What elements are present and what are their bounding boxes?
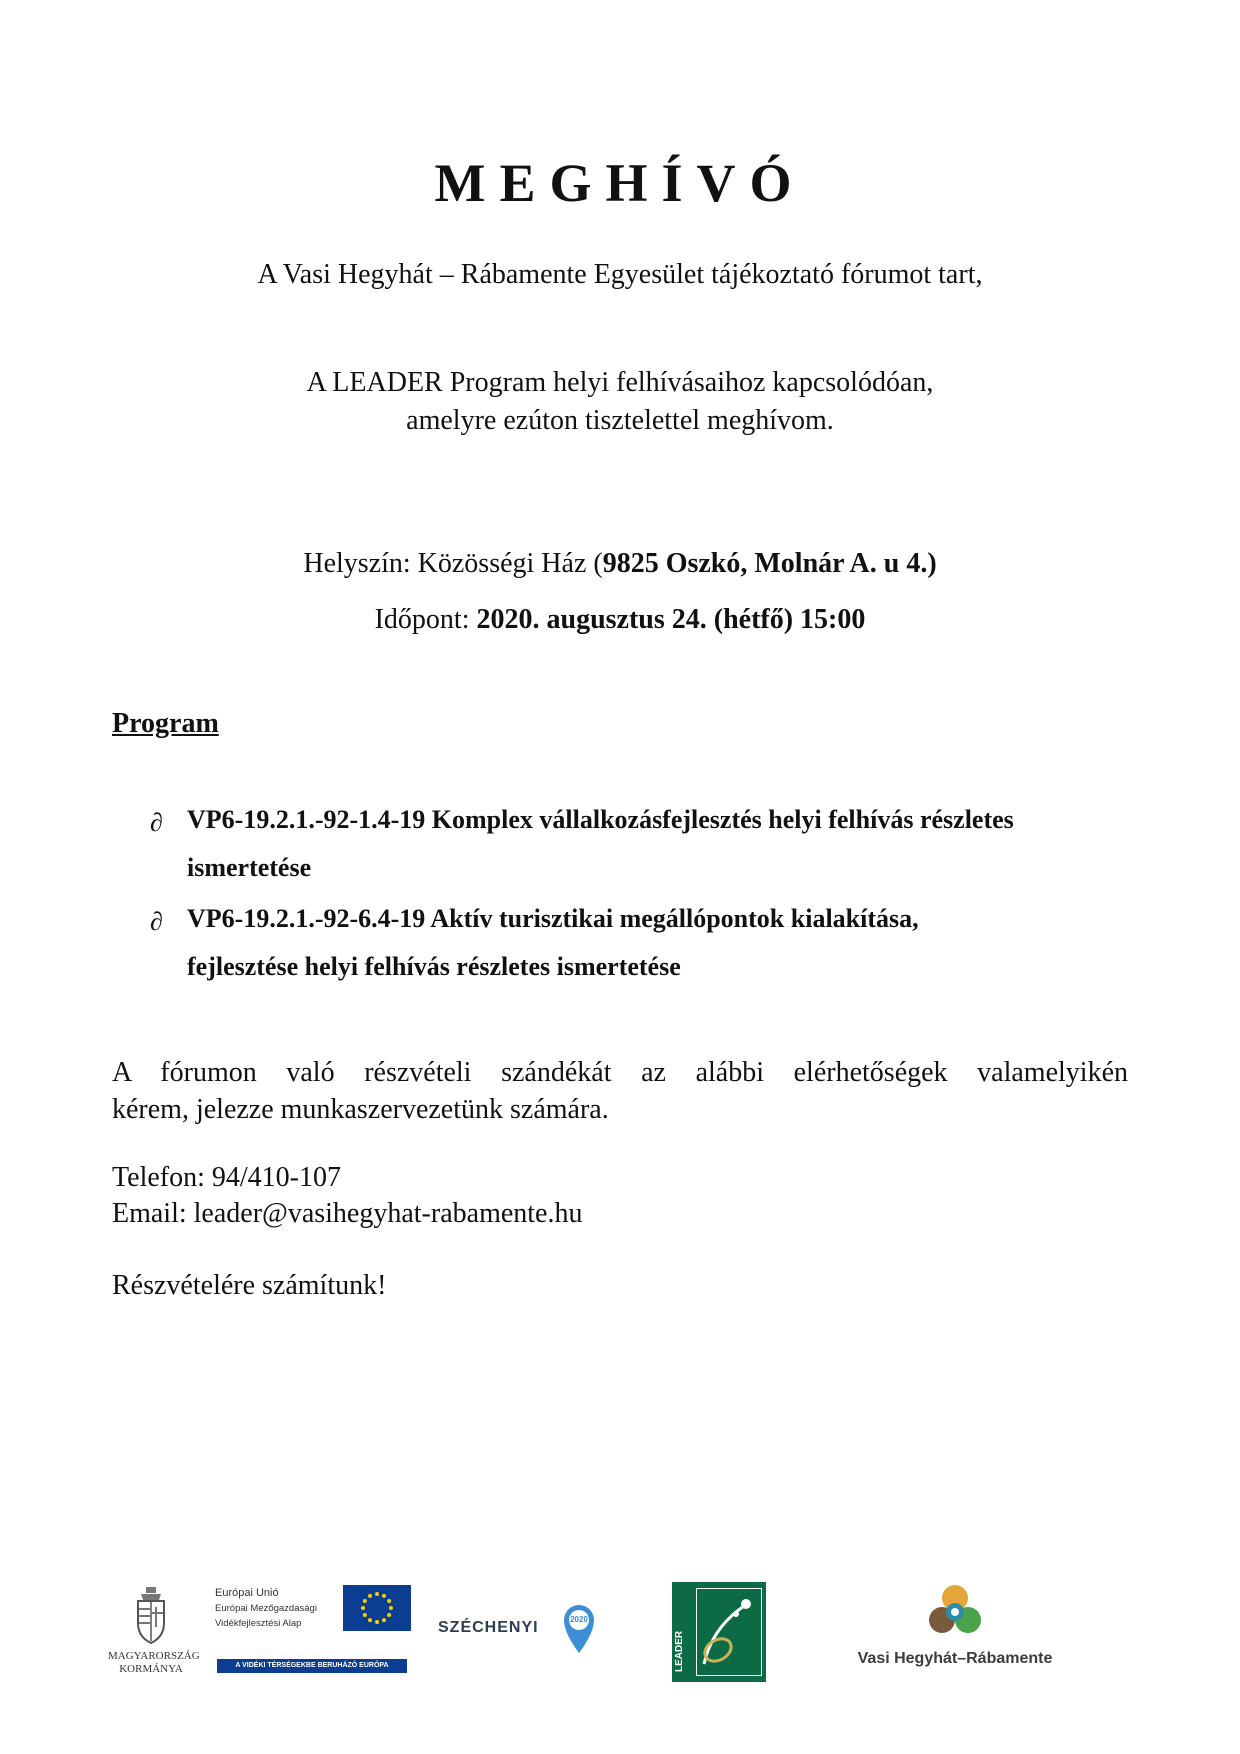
leader-logo — [672, 1582, 766, 1682]
location-line — [0, 545, 1240, 583]
triskelion-icon — [924, 1582, 986, 1640]
szechenyi-text: SZÉCHENYI — [438, 1619, 539, 1636]
program-item-line2: ismertetése — [187, 853, 312, 882]
program-heading: Program — [112, 708, 219, 739]
eu-star-icon — [389, 1606, 393, 1610]
program-item-line2: fejlesztése helyi felhívás részletes ismertetése — [187, 952, 681, 981]
eu-star-icon — [368, 1594, 372, 1598]
leader-text-line1: A LEADER Program helyi felhívásaihoz kapcsolódóan, — [306, 367, 934, 398]
email-text: Email: leader@vasihegyhat-rabamente.hu — [112, 1198, 583, 1229]
eu-star-icon — [387, 1599, 391, 1603]
bullet-icon: ∂ — [150, 907, 163, 936]
location-label: Helyszín: Közösségi Ház ( — [303, 548, 603, 579]
phone-text: Telefon: 94/410-107 — [112, 1162, 341, 1193]
vasi-text: Vasi Hegyhát–Rábamente — [857, 1650, 1053, 1667]
program-item-line1: VP6-19.2.1.-92-6.4-19 Aktív turisztikai megállópontok kialakítása, — [187, 904, 919, 933]
program-item-line1: VP6-19.2.1.-92-1.4-19 Komplex vállalkozásfejlesztés helyi felhívás részletes — [187, 805, 1014, 834]
eu-banner: A VIDÉKI TÉRSÉGEKBE BERUHÁZÓ EURÓPA — [217, 1659, 407, 1673]
government-logo — [108, 1585, 200, 1675]
time-line — [0, 601, 1240, 639]
government-line1: MAGYARORSZÁG — [108, 1650, 200, 1662]
leader-text: LEADER — [674, 1630, 685, 1672]
bullet-icon: ∂ — [150, 808, 163, 837]
leader-text-line2: amelyre ezúton tisztelettel meghívom. — [406, 405, 834, 436]
coat-of-arms-icon — [108, 1585, 194, 1645]
eu-star-icon — [375, 1620, 379, 1624]
program-item — [187, 796, 1147, 892]
eu-line2: Európai Mezőgazdasági — [215, 1603, 317, 1614]
intro-text: A Vasi Hegyhát – Rábamente Egyesület tájékoztató fórumot tart, — [257, 259, 983, 290]
government-line2: KORMÁNYA — [119, 1663, 183, 1675]
eu-logo-block — [215, 1583, 415, 1683]
closing-text: Részvételére számítunk! — [112, 1270, 387, 1301]
eu-star-icon — [382, 1594, 386, 1598]
eu-star-icon — [361, 1606, 365, 1610]
eu-star-icon — [368, 1618, 372, 1622]
time-label: Időpont: — [374, 604, 477, 635]
szechenyi-year: 2020 — [570, 1615, 588, 1624]
eu-star-icon — [387, 1613, 391, 1617]
participation-line2: kérem, jelezze munkaszervezetünk számára. — [112, 1094, 609, 1125]
participation-line1: A fórumon való részvételi szándékát az alábbi elérhetőségek valamelyikén — [112, 1057, 1128, 1088]
location-value: 9825 Oszkó, Molnár A. u 4.) — [602, 548, 937, 579]
eu-star-icon — [375, 1592, 379, 1596]
eu-line1: Európai Unió — [215, 1587, 279, 1599]
eu-flag-icon — [343, 1585, 411, 1631]
eu-star-icon — [363, 1613, 367, 1617]
eu-star-icon — [363, 1599, 367, 1603]
program-item — [187, 895, 1147, 991]
vasi-logo — [840, 1582, 1070, 1682]
time-value: 2020. augusztus 24. (hétfő) 15:00 — [476, 604, 866, 635]
location-pin-icon — [562, 1603, 596, 1655]
szechenyi-logo — [438, 1595, 598, 1665]
eu-line3: Vidékfejlesztési Alap — [215, 1618, 302, 1629]
eu-star-icon — [382, 1618, 386, 1622]
page-title: MEGHÍVÓ — [434, 153, 806, 213]
leader-emblem-icon — [696, 1588, 762, 1676]
government-logo-text — [108, 1650, 200, 1676]
